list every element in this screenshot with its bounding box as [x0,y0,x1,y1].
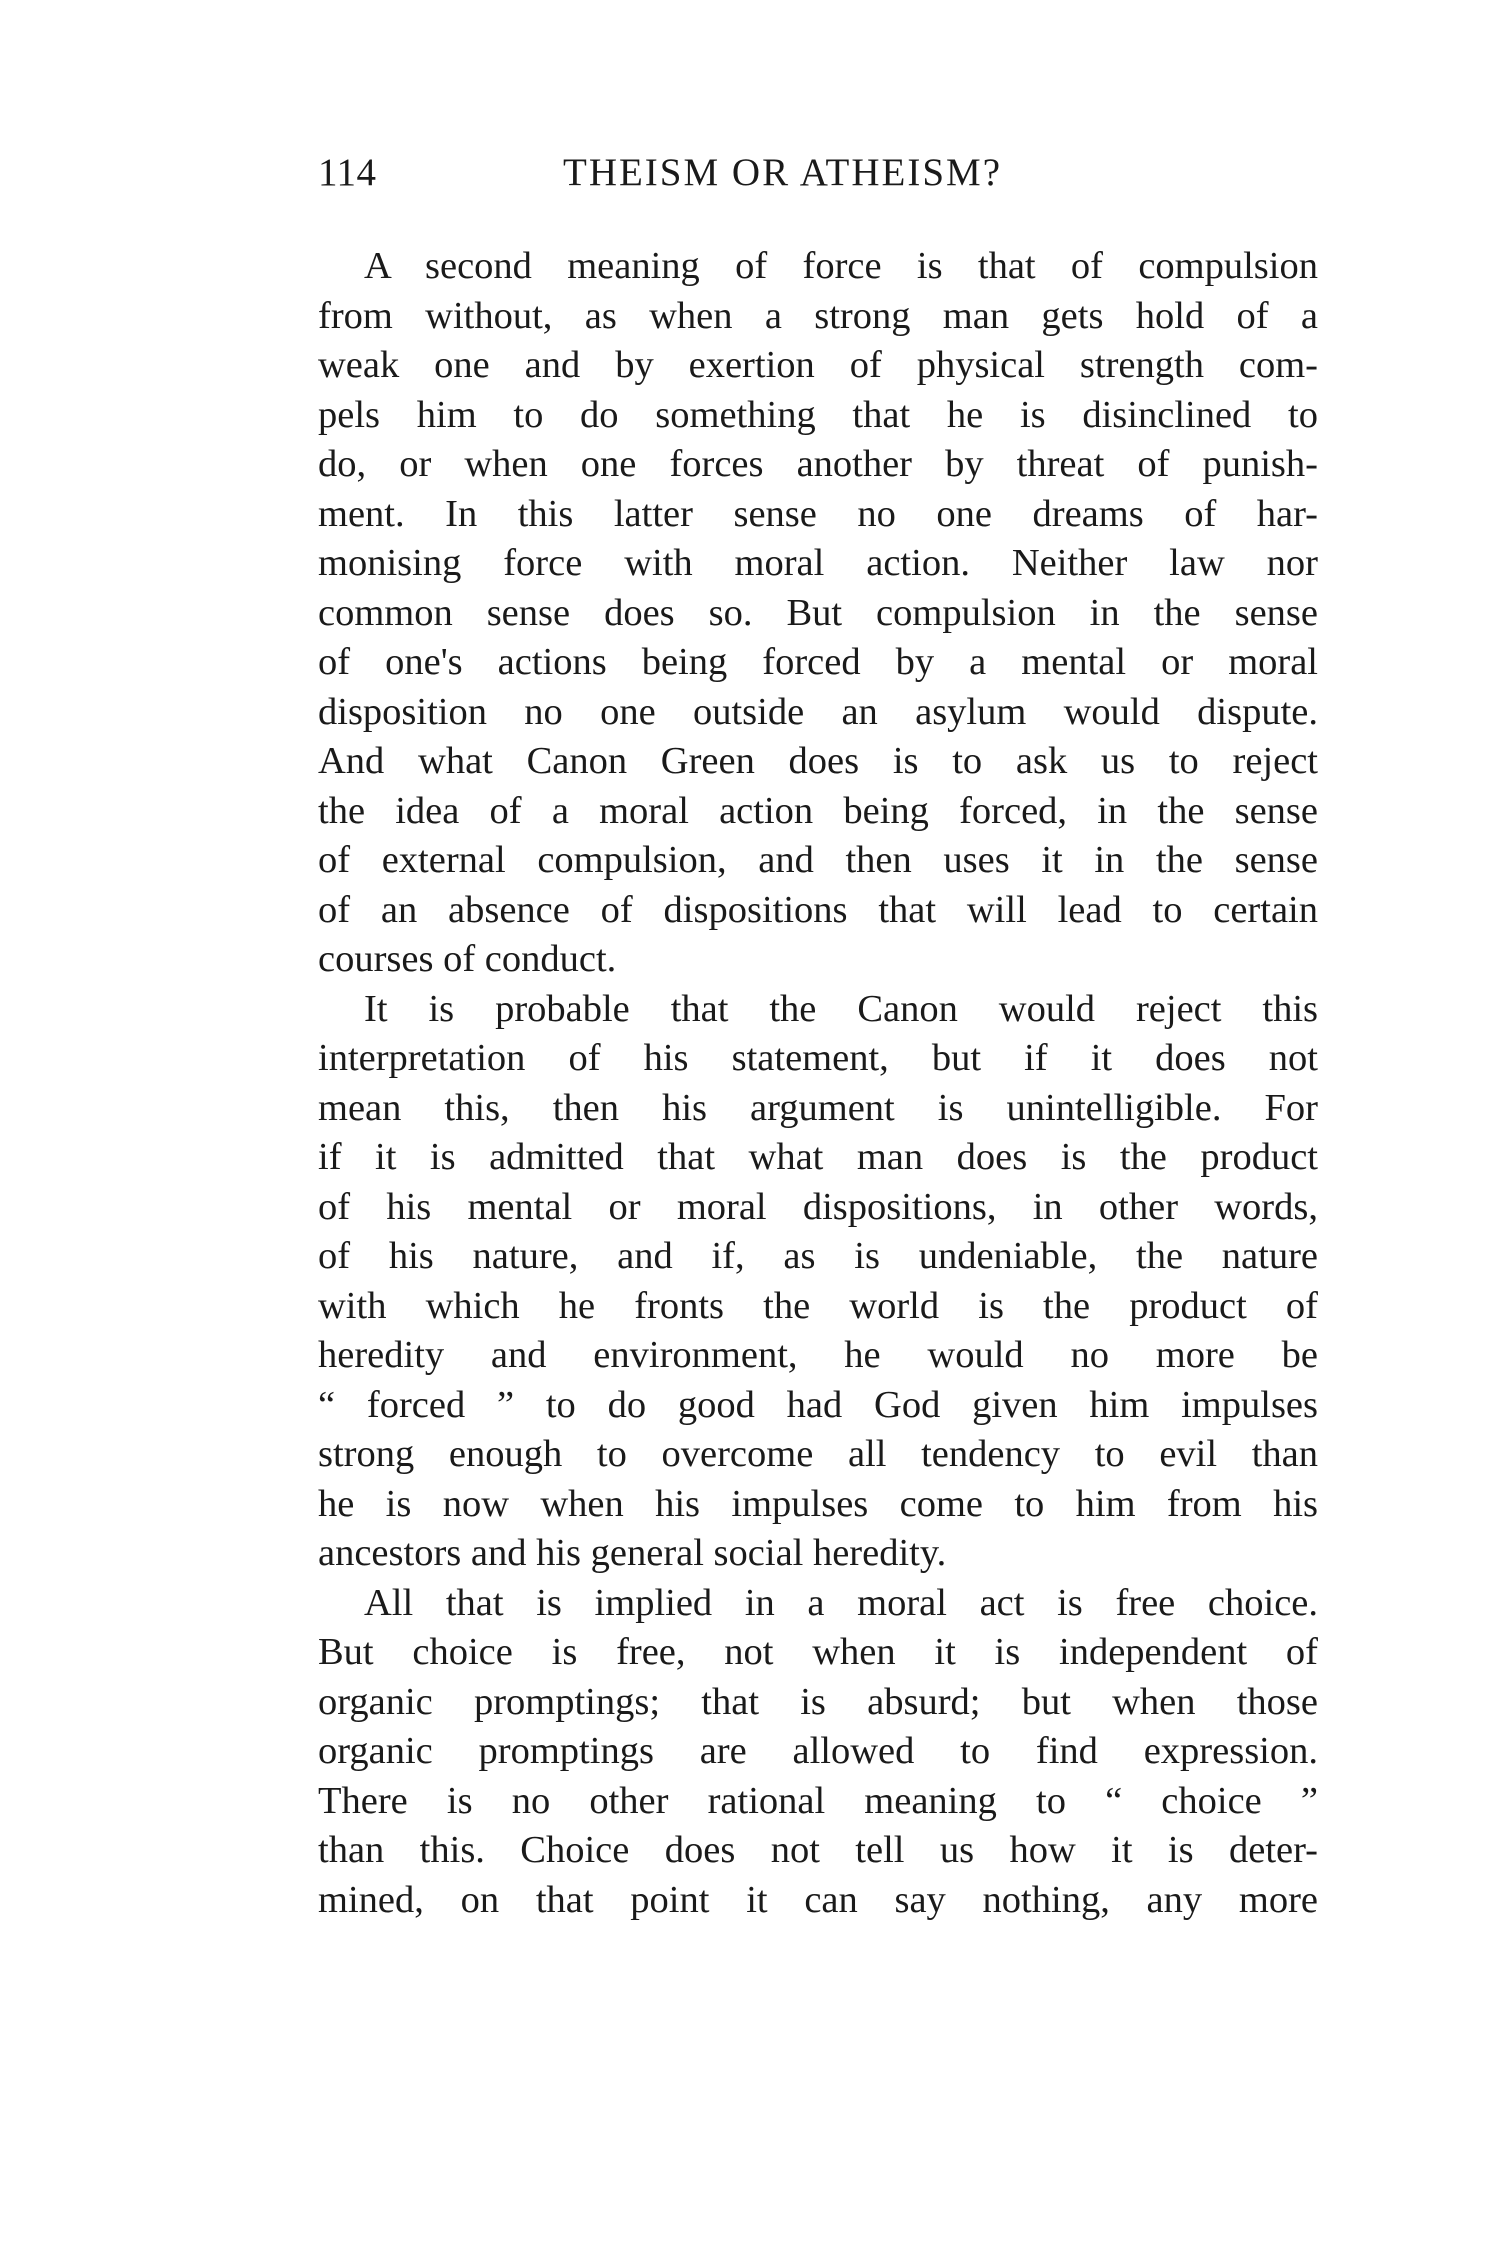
text-line: A second meaning of force is that of compulsion [364,245,1318,287]
text-line: disposition no one outside an asylum would dispute. [318,690,1318,733]
running-title: THEISM OR ATHEISM? [563,151,1003,194]
running-head [318,148,1318,198]
paragraph [318,985,1318,1579]
text-line: heredity and environment, he would no more be [318,1334,1318,1376]
text-line: he is now when his impulses come to him from his [318,1482,1318,1525]
text-line: ment. In this latter sense no one dreams of har- [318,492,1318,535]
text-line: And what Canon Green does is to ask us to reject [318,740,1318,782]
text-line: of external compulsion, and then uses it in the sense [318,839,1318,881]
text-line: mined, on that point it can say nothing, any more [318,1878,1318,1921]
page-number: 114 [318,151,377,194]
body-text [318,242,1318,1925]
text-line: mean this, then his argument is unintelligible. For [318,1086,1318,1129]
text-line: ancestors and his general social heredity. [318,1532,947,1574]
text-line: of his nature, and if, as is undeniable, the nature [318,1235,1318,1277]
text-line: of an absence of dispositions that will lead to certain [318,888,1318,931]
text-line: There is no other rational meaning to “ choice ” [318,1779,1318,1822]
paragraph [318,242,1318,985]
text-line: All that is implied in a moral act is free choice. [364,1581,1318,1624]
text-line: of his mental or moral dispositions, in other words, [318,1185,1318,1228]
text-line: monising force with moral action. Neither law nor [318,542,1318,584]
text-line: weak one and by exertion of physical strength com- [318,344,1318,386]
text-line: of one's actions being forced by a mental or moral [318,641,1318,683]
paragraph [318,1579,1318,1926]
text-line: But choice is free, not when it is independent of [318,1631,1318,1673]
text-line: courses of conduct. [318,938,617,980]
text-line: from without, as when a strong man gets hold of a [318,294,1318,337]
text-line: “ forced ” to do good had God given him impulses [318,1383,1318,1426]
text-line: organic promptings; that is absurd; but when those [318,1680,1318,1723]
text-line: It is probable that the Canon would reject this [364,987,1318,1030]
text-line: common sense does so. But compulsion in the sense [318,591,1318,634]
text-line: strong enough to overcome all tendency to evil than [318,1433,1318,1475]
text-line: with which he fronts the world is the product of [318,1284,1318,1327]
text-line: the idea of a moral action being forced, in the sense [318,789,1318,832]
text-line: pels him to do something that he is disinclined to [318,393,1318,436]
text-line: than this. Choice does not tell us how it is deter- [318,1829,1318,1871]
text-line: organic promptings are allowed to find expression. [318,1730,1318,1772]
text-line: if it is admitted that what man does is the product [318,1136,1318,1178]
text-line: do, or when one forces another by threat of punish- [318,443,1318,485]
text-line: interpretation of his statement, but if it does not [318,1037,1318,1079]
